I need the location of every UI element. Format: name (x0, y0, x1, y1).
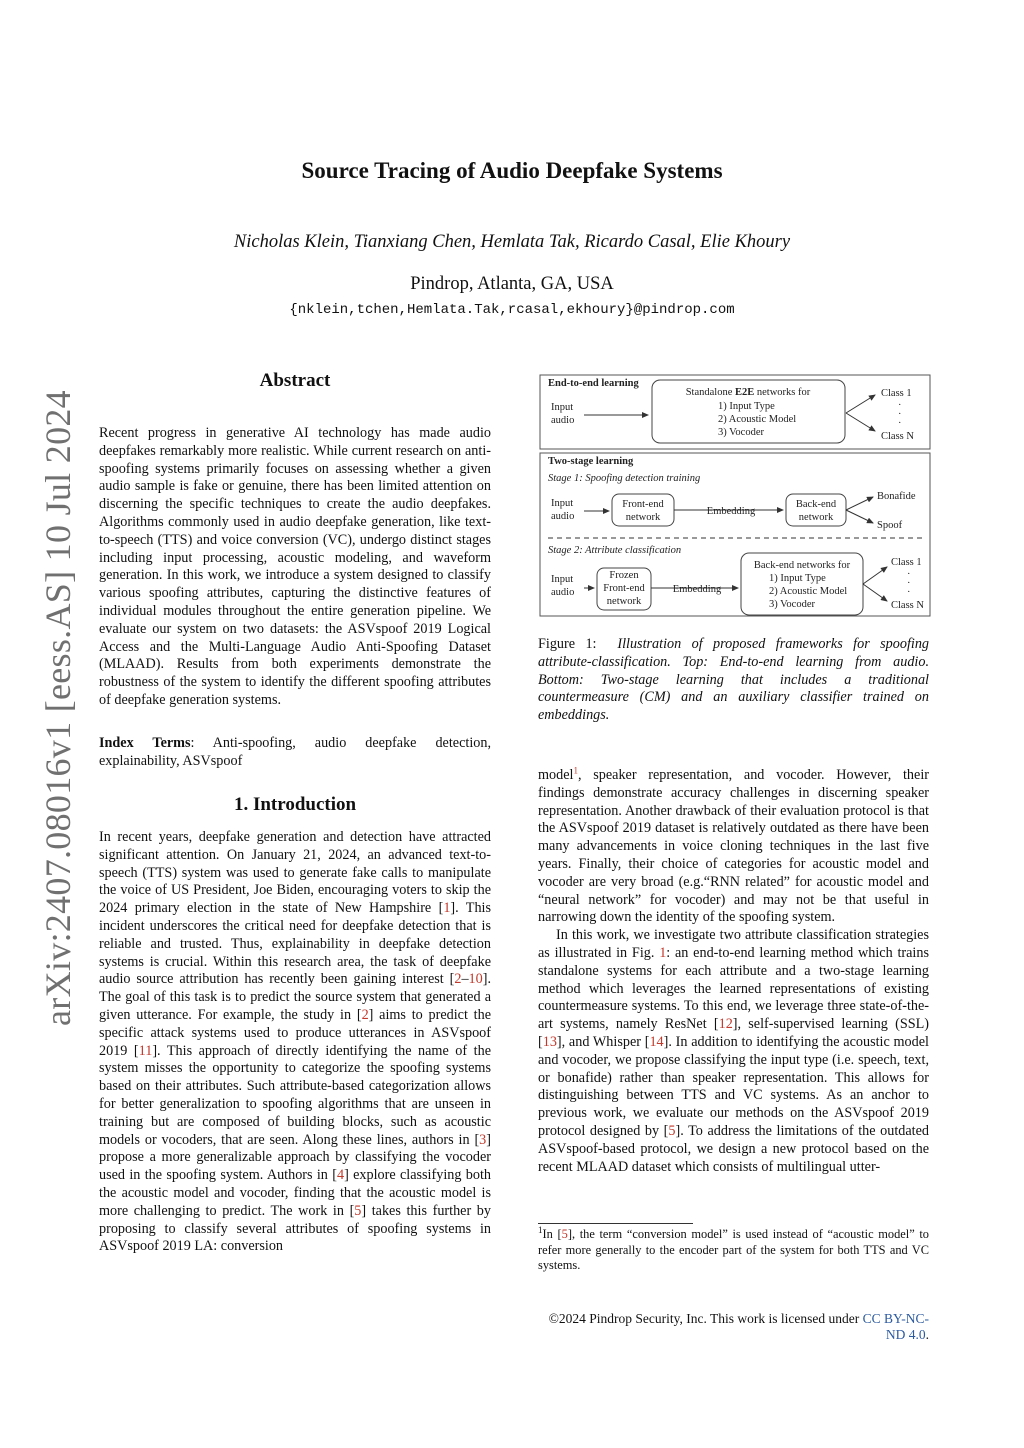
stage-1-embedding: Embedding (706, 506, 756, 517)
svg-text:Back-end networks for: Back-end networks for (753, 560, 851, 571)
citation-link[interactable]: 5 (668, 1122, 676, 1139)
abstract-heading: Abstract (259, 370, 331, 391)
e2e-item-input-type: 1) Input Type (718, 401, 775, 412)
citation-link[interactable]: 10 (468, 971, 483, 988)
svg-text:·: · (898, 418, 902, 429)
svg-text:Front-end: Front-end (603, 583, 645, 594)
license-line: ©2024 Pindrop Security, Inc. This work is licensed under CC BY-NC-ND 4.0. (548, 1311, 929, 1342)
footnote-mark[interactable]: 1 (573, 765, 578, 776)
figure-1-caption (538, 636, 929, 725)
svg-text:Back-end: Back-end (795, 499, 837, 510)
caption-label: Figure 1: (538, 636, 597, 652)
citation-link[interactable]: 12 (718, 1016, 733, 1033)
spoof-label: Spoof (877, 520, 903, 531)
e2e-class-n: Class N (881, 431, 914, 442)
e2e-box-title: Standalone E2E networks for (685, 387, 811, 398)
citation-link[interactable]: 4 (336, 1167, 345, 1184)
work-paragraph: In this work, we investigate two attribute classification strategies as illustrated in Fig. 1: an end-to-end learning method which trains standalone systems for each attribute and a two-stage learning method which leverages the learned representations of existing countermeasure systems. To this end, we leverage three state-of-the-art systems, namely ResNet [12], self-supervised learning (SSL) [13], and Whisper [14]. In addition to identifying the acoustic model and vocoder, we propose classifying the input type (i.e. speech, text, or bonafide) rather than speaker representation. This allows for distinguishing between TTS and VC systems. As an anchor to previous work, we evaluate our methods on the ASVspoof 2019 protocol designed by [5]. To address the limitations of the outdated ASVspoof-based protocol, we design a new protocol based on the recent MLAAD dataset which consists of multilingual utter- (538, 927, 929, 1175)
citation-link[interactable]: 11 (138, 1042, 153, 1059)
svg-text:Input: Input (551, 574, 574, 585)
svg-text:·: · (898, 400, 902, 411)
footnote: $^1$In [5], the term “conversion model” is used instead of “acoustic model” to refer more generally to the encoder part of the system for both TTS and VC systems. (538, 1224, 930, 1273)
stage-1-label: Stage 1: Spoofing detection training (548, 473, 701, 484)
continuation-paragraph: model$^1$, speaker representation, and vocoder. However, their findings demonstrate accuracy challenges in discerning speaker representation. Another drawback of their evaluation protocol is that the ASVspoof 2019 dataset is relatively outdated as there have been many advancements in voice cloning techniques in the last five years. Finally, their choice of categories for acoustic model and vocoder are very broad (e.g.“RNN related” for acoustic model and “neural network” for vocoder) and may not be that useful in narrowing down the identity of the spoofing system. (538, 765, 929, 926)
right-column-text (538, 767, 929, 1176)
e2e-header: End-to-end learning (548, 378, 639, 389)
svg-text:audio: audio (551, 587, 575, 598)
e2e-item-acoustic-model: 2) Acoustic Model (718, 414, 797, 425)
svg-text:network: network (625, 512, 661, 523)
index-terms-label: Index Terms (99, 735, 191, 751)
svg-text:network: network (606, 596, 642, 607)
svg-text:·: · (907, 569, 911, 580)
citation-link[interactable]: 13 (542, 1033, 557, 1050)
citation-link[interactable]: 1 (443, 900, 451, 917)
intro-heading: 1. Introduction (233, 794, 357, 815)
stage-2-class-n: Class N (891, 600, 924, 611)
citation-link[interactable]: 5 (354, 1202, 362, 1219)
svg-text:Input: Input (551, 498, 574, 509)
svg-text:·: · (898, 409, 902, 420)
citation-link[interactable]: 2 (454, 971, 462, 988)
citation-link[interactable]: 5 (561, 1227, 568, 1241)
citation-link[interactable]: 2 (361, 1006, 369, 1023)
affiliation: Pindrop, Atlanta, GA, USA (410, 274, 614, 294)
svg-text:Frozen: Frozen (609, 570, 639, 581)
svg-text:audio: audio (551, 511, 575, 522)
svg-text:network: network (798, 512, 834, 523)
svg-text:2) Acoustic Model: 2) Acoustic Model (769, 586, 848, 597)
paper-title: Source Tracing of Audio Deepfake Systems (301, 158, 723, 183)
license-link[interactable]: CC BY-NC-ND 4.0 (862, 1311, 929, 1342)
intro-paragraph: In recent years, deepfake generation and detection have attracted significant attention. On January 21, 2024, an advanced text-to-speech (TTS) system was used to generate fake calls to manipulate the voice of US President, Joe Biden, encouraging voters to skip the 2024 primary election in the state of New Hampshire [1]. This incident underscores the critical need for deepfake detection that is reliable and trusted. Thus, explainability in deepfake detection systems is crucial. Within this research area, the task of deepfake audio source attribution has recently been gaining interest [2–10]. The goal of this task is to predict the source system that generated a given utterance. For example, the study in [2] aims to predict the specific attack systems used to produce utterances in ASVspoof 2019 [11]. This approach of directly identifying the name of the system misses the opportunity to categorize the spoofing systems based on their attributes. Such attribute-based categorization allows for better generalization to spoofing algorithms that are unseen in training but are composed of building blocks, such as acoustic models or vocoders, that are seen. Along these lines, authors in [3] propose a more generalizable approach by classifying the vocoder used in the spoofing system. Authors in [4] explore classifying both the acoustic model and vocoder, finding that the acoustic model is more challenging to predict. The work in [5] takes this further by proposing to classify several attributes of spoofing systems in ASVspoof 2019 LA: conversion (99, 829, 491, 1255)
abstract-paragraph: Recent progress in generative AI technology has made audio deepfakes remarkably more realistic. While current research on anti-spoofing systems primarily focuses on assessing whether a given audio sample is fake or genuine, there has been limited attention on discerning the specific techniques to create the audio deepfakes. Algorithms commonly used in audio deepfake generation, like text-to-speech (TTS) and voice conversion (VC), undergo distinct stages including input processing, acoustic modeling, and waveform generation. In this work, we introduce a system designed to classify various spoofing attributes, capturing the distinctive features of individual modules throughout the entire generation pipeline. We evaluate our system on two datasets: the ASVspoof 2019 Logical Access and the Multi-Language Audio Anti-Spoofing Dataset (MLAAD). Results from both experiments demonstrate the robustness of the system to identify the different spoofing attributes of deepfake generation systems. (99, 425, 491, 708)
e2e-input-label: Input (551, 402, 574, 413)
svg-text:Front-end: Front-end (622, 499, 664, 510)
index-terms (99, 735, 491, 771)
e2e-audio-label: audio (551, 415, 575, 426)
svg-text:·: · (907, 578, 911, 589)
stage-2-embedding: Embedding (672, 584, 722, 595)
footnote-rule (538, 1223, 693, 1224)
abstract-text (99, 425, 491, 710)
caption-text: Illustration of proposed frameworks for spoofing attribute-classification. Top: End-to-end learning from audio. Bottom: Two-stage learning that includes a traditional countermeasure (CM) and an auxiliary classifier trained on embeddings. (538, 636, 930, 724)
citation-link[interactable]: 3 (479, 1131, 487, 1148)
stage-2-label: Stage 2: Attribute classification (548, 545, 682, 556)
two-stage-header: Two-stage learning (548, 456, 634, 467)
author-list: Nicholas Klein, Tianxiang Chen, Hemlata Tak, Ricardo Casal, Elie Khoury (233, 232, 791, 252)
e2e-item-vocoder: 3) Vocoder (718, 427, 764, 438)
e2e-class-1: Class 1 (881, 388, 912, 399)
citation-link[interactable]: 14 (649, 1033, 664, 1050)
figure-1-diagram (538, 373, 932, 618)
figure-link[interactable]: 1 (659, 944, 667, 961)
svg-text:·: · (907, 587, 911, 598)
bonafide-label: Bonafide (877, 491, 916, 502)
stage-2-class-1: Class 1 (891, 557, 922, 568)
svg-text:1) Input Type: 1) Input Type (769, 573, 826, 584)
author-emails: {nklein,tchen,Hemlata.Tak,rcasal,ekhoury}@pindrop.com (289, 302, 735, 318)
intro-text (99, 829, 491, 1256)
arxiv-stamp: arXiv:2407.08016v1 [eess.AS] 10 Jul 2024 (38, 390, 78, 1026)
index-terms-text: : Anti-spoofing, audio deepfake detection, explainability, ASVspoof (99, 735, 491, 769)
svg-text:3) Vocoder: 3) Vocoder (769, 599, 815, 610)
